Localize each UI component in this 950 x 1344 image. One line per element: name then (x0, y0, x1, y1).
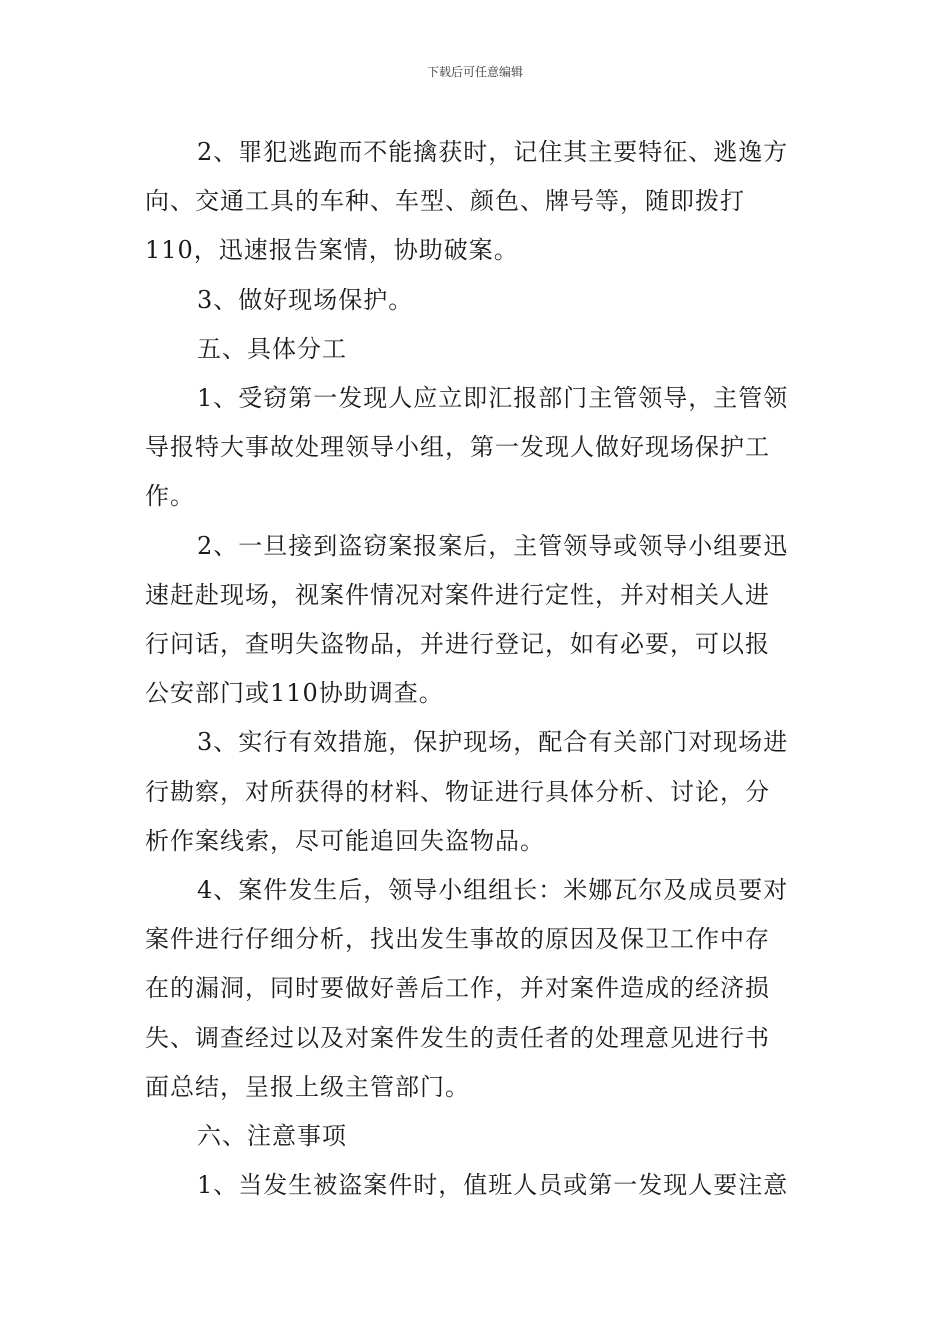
text-line: 在的漏洞，同时要做好善后工作，并对案件造成的经济损 (145, 974, 770, 1003)
text-line: 3、做好现场保护。 (197, 285, 414, 314)
text-line: 3、实行有效措施，保护现场，配合有关部门对现场进 (197, 728, 789, 757)
text-line: 4、案件发生后，领导小组组长：米娜瓦尔及成员要对 (197, 876, 789, 905)
section-heading: 六、注意事项 (197, 1122, 347, 1151)
text-line: 110，迅速报告案情，协助破案。 (145, 236, 519, 265)
text-line: 行问话，查明失盗物品，并进行登记，如有必要，可以报 (145, 630, 770, 659)
text-line: 向、交通工具的车种、车型、颜色、牌号等，随即拨打 (145, 187, 745, 216)
text-line: 案件进行仔细分析，找出发生事故的原因及保卫工作中存 (145, 925, 770, 954)
text-line: 2、一旦接到盗窃案报案后，主管领导或领导小组要迅 (197, 531, 789, 560)
text-line: 公安部门或110协助调查。 (145, 679, 444, 708)
text-line: 导报特大事故处理领导小组，第一发现人做好现场保护工 (145, 433, 770, 462)
text-line: 析作案线索，尽可能追回失盗物品。 (145, 826, 545, 855)
text-line: 行勘察，对所获得的材料、物证进行具体分析、讨论，分 (145, 777, 770, 806)
text-line: 2、罪犯逃跑而不能擒获时，记住其主要特征、逃逸方 (197, 138, 789, 166)
page-header: 下载后可任意编辑 (426, 65, 523, 79)
text-line: 作。 (145, 482, 195, 511)
document-body (145, 128, 810, 1210)
text-line: 1、受窃第一发现人应立即汇报部门主管领导，主管领 (197, 384, 789, 413)
section-heading: 五、具体分工 (197, 334, 347, 363)
text-line: 面总结，呈报上级主管部门。 (145, 1072, 470, 1101)
text-line: 速赶赴现场，视案件情况对案件进行定性，并对相关人进 (145, 580, 770, 609)
text-line: 失、调查经过以及对案件发生的责任者的处理意见进行书 (145, 1023, 770, 1052)
text-line: 1、当发生被盗案件时，值班人员或第一发现人要注意 (197, 1171, 789, 1200)
